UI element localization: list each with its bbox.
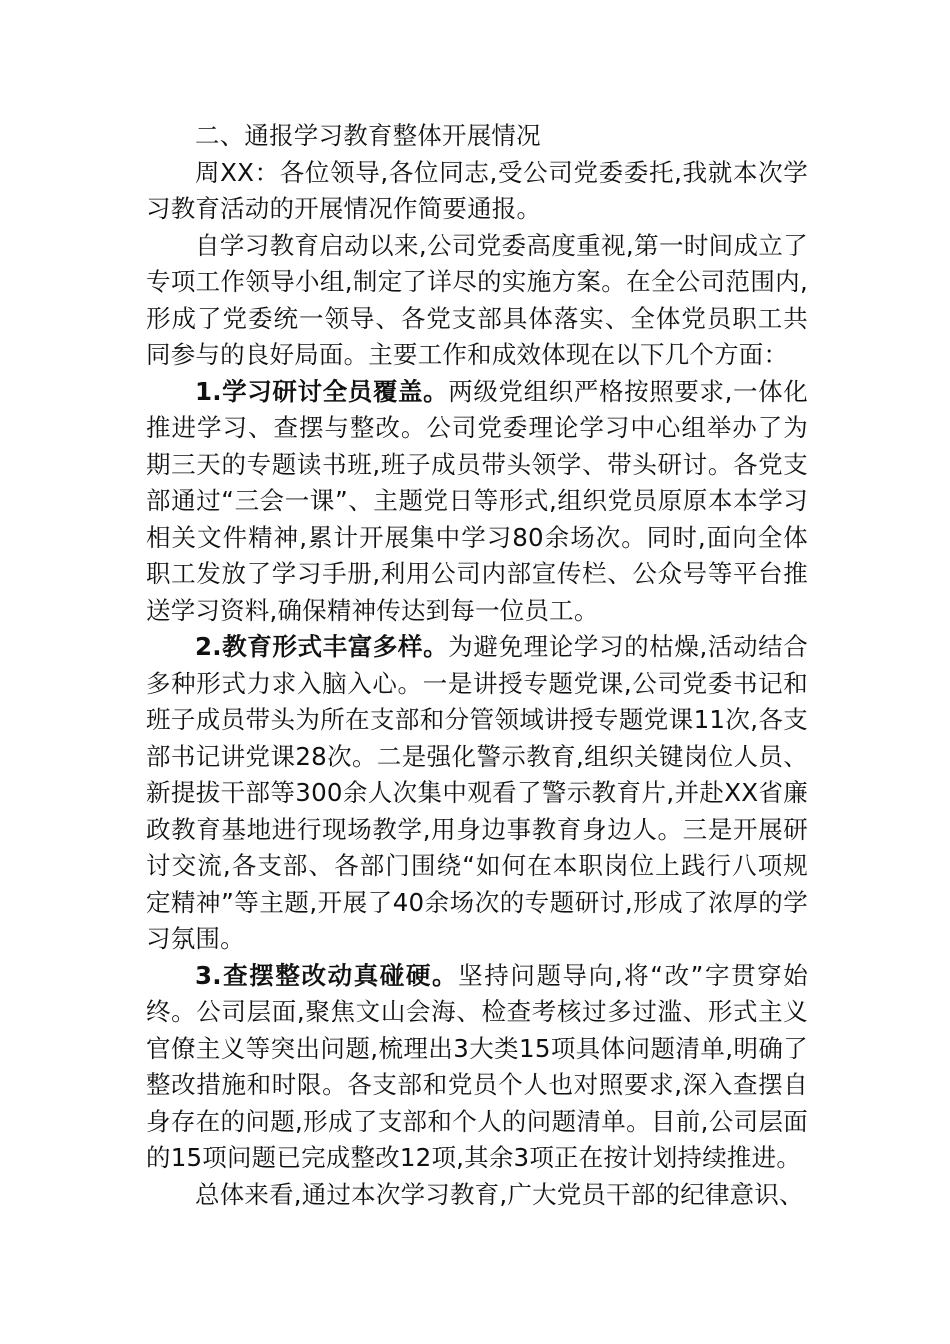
item-lead: 2.教育形式丰富多样。 xyxy=(195,632,449,661)
paragraph-text: 总体来看,通过本次学习教育,广大党员干部的纪律意识、 xyxy=(195,1179,804,1209)
paragraph-item-3 xyxy=(146,958,808,1177)
paragraph-text: 为避免理论学习的枯燥,活动结合多种形式力求入脑入心。一是讲授专题党课,公司党委书记和班子成员带头为所在支部和分管领域讲授专题党课11次,各支部书记讲党课28次。二是强化警示教育,组织关键岗位人员、新提拔干部等300余人次集中观看了警示教育片,并赴XX省廉政教育基地进行现场教学,用身边事教育身边人。三是开展研讨交流,各支部、各部门围绕“如何在本职岗位上践行八项规定精神”等主题,开展了40余场次的专题研讨,形成了浓厚的学习氛围。 xyxy=(146,632,808,953)
paragraph-item-1 xyxy=(146,374,808,630)
paragraph-text: 自学习教育启动以来,公司党委高度重视,第一时间成立了专项工作领导小组,制定了详尽的实施方案。在全公司范围内,形成了党委统一领导、各党支部具体落实、全体党员职工共同参与的良好局面。主要工作和成效体现在以下几个方面： xyxy=(146,230,808,369)
paragraph-item-2 xyxy=(146,629,808,958)
section-heading: 二、通报学习教育整体开展情况 xyxy=(195,121,541,150)
paragraph-text: 两级党组织严格按照要求,一体化推进学习、查摆与整改。公司党委理论学习中心组举办了为期三天的专题读书班,班子成员带头领学、带头研讨。各党支部通过“三会一课”、主题党日等形式,组织党员原原本本学习相关文件精神,累计开展集中学习80余场次。同时,面向全体职工发放了学习手册,利用公司内部宣传栏、公众号等平台推送学习资料,确保精神传达到每一位员工。 xyxy=(146,376,808,625)
paragraph-text: 坚持问题导向,将“改”字贯穿始终。公司层面,聚焦文山会海、检查考核过多过滥、形式主义官僚主义等突出问题,梳理出3大类15项具体问题清单,明确了整改措施和时限。各支部和党员个人也对照要求,深入查摆自身存在的问题,形成了支部和个人的问题清单。目前,公司层面的15项问题已完成整改12项,其余3项正在按计划持续推进。 xyxy=(146,960,808,1172)
paragraph-opening xyxy=(146,155,808,228)
item-lead: 3.查摆整改动真碰硬。 xyxy=(195,960,459,990)
paragraph-overview xyxy=(146,228,808,374)
item-lead: 1.学习研讨全员覆盖。 xyxy=(195,376,449,406)
paragraph-text: 周XX：各位领导,各位同志,受公司党委委托,我就本次学习教育活动的开展情况作简要通报。 xyxy=(146,157,808,223)
document-body xyxy=(146,118,808,1213)
paragraph-summary xyxy=(146,1177,808,1214)
